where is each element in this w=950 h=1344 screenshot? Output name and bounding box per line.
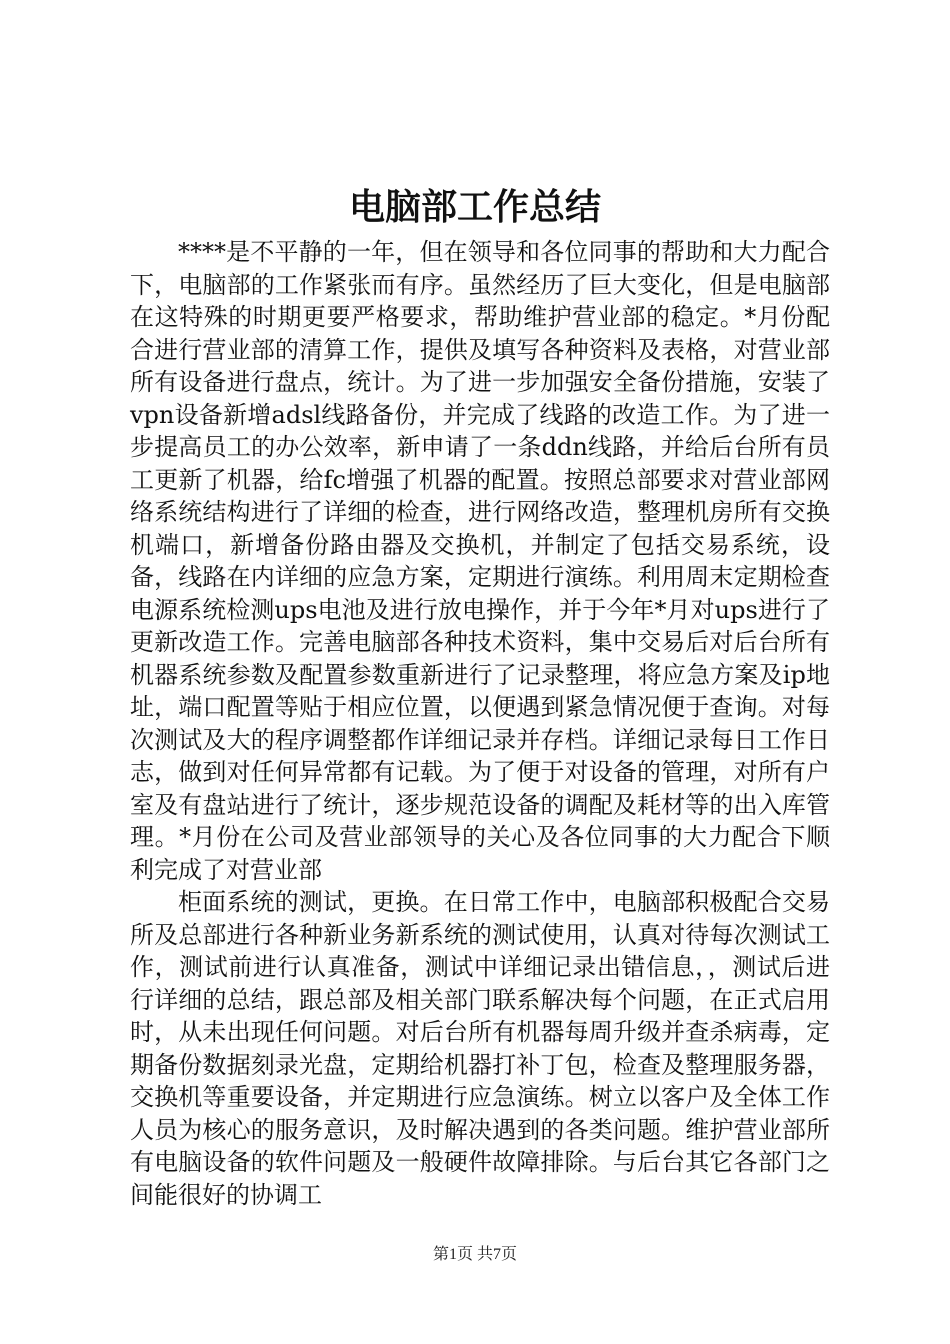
- document-body: [130, 236, 830, 1211]
- paragraph-1: ****是不平静的一年，但在领导和各位同事的帮助和大力配合下，电脑部的工作紧张而有序。虽然经历了巨大变化，但是电脑部在这特殊的时期更要严格要求，帮助维护营业部的稳定。*月份配合进行营业部的清算工作，提供及填写各种资料及表格，对营业部所有设备进行盘点，统计。为了进一步加强安全备份措施，安装了vpn设备新增adsl线路备份，并完成了线路的改造工作。为了进一步提高员工的办公效率，新申请了一条ddn线路，并给后台所有员工更新了机器，给fc增强了机器的配置。按照总部要求对营业部网络系统结构进行了详细的检查，进行网络改造，整理机房所有交换机端口，新增备份路由器及交换机，并制定了包括交易系统，设备，线路在内详细的应急方案，定期进行演练。利用周末定期检查电源系统检测ups电池及进行放电操作，并于今年*月对ups进行了更新改造工作。完善电脑部各种技术资料，集中交易后对后台所有机器系统参数及配置参数重新进行了记录整理，将应急方案及ip地址，端口配置等贴于相应位置，以便遇到紧急情况便于查询。对每次测试及大的程序调整都作详细记录并存档。详细记录每日工作日志，做到对任何异常都有记载。为了便于对设备的管理，对所有户室及有盘站进行了统计，逐步规范设备的调配及耗材等的出入库管理。*月份在公司及营业部领导的关心及各位同事的大力配合下顺利完成了对营业部: [130, 238, 830, 884]
- page-number-footer: 第1页 共7页: [432, 1246, 517, 1263]
- document-title: 电脑部工作总结: [348, 186, 601, 228]
- paragraph-2: 柜面系统的测试，更换。在日常工作中，电脑部积极配合交易所及总部进行各种新业务新系统的测试使用，认真对待每次测试工作，测试前进行认真准备，测试中详细记录出错信息，，测试后进行详细的总结，跟总部及相关部门联系解决每个问题，在正式启用时，从未出现任何问题。对后台所有机器每周升级并查杀病毒，定期备份数据刻录光盘，定期给机器打补丁包，检查及整理服务器，交换机等重要设备，并定期进行应急演练。树立以客户及全体工作人员为核心的服务意识，及时解决遇到的各类问题。维护营业部所有电脑设备的软件问题及一般硬件故障排除。与后台其它各部门之间能很好的协调工: [130, 888, 830, 1209]
